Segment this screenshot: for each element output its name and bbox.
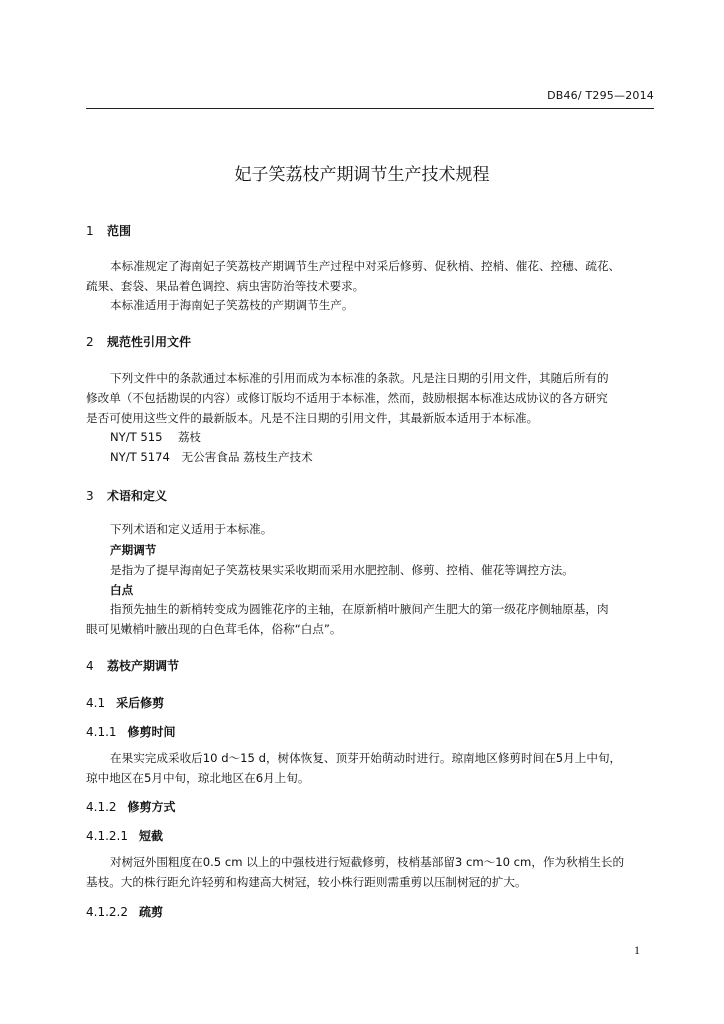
section-1-paragraph-2: 本标准适用于海南妃子笑荔枝的产期调节生产。: [110, 298, 354, 312]
section-number: 4.1: [86, 696, 106, 710]
section-title: 疏剪: [138, 905, 163, 919]
section-3-intro: 下列术语和定义适用于本标准。: [110, 522, 273, 536]
section-title: 术语和定义: [107, 489, 168, 503]
section-4-1-1-heading: [86, 723, 176, 740]
section-4-1-2-1-paragraph: [86, 852, 656, 892]
section-1-heading: [86, 222, 131, 239]
term-1: 产期调节: [110, 543, 157, 557]
text-line: 眼可见嫩梢叶腋出现的白色茸毛体，俗称“白点”。: [86, 622, 342, 636]
text-line: 本标准规定了海南妃子笑荔枝产期调节生产过程中对采后修剪、促秋梢、控梢、催花、控穗、疏花、: [110, 259, 621, 273]
standard-code: DB46/ T295—2014: [547, 89, 654, 102]
text-line: 指预先抽生的新梢转变成为圆锥花序的主轴，在原新梢叶腋间产生肥大的第一级花序侧轴原基，肉: [110, 602, 609, 616]
section-4-1-1-paragraph: [86, 748, 656, 788]
section-4-1-2-1-heading: [86, 827, 163, 844]
text-line: 是否可使用这些文件的最新版本。凡是不注日期的引用文件，其最新版本适用于本标准。: [86, 411, 539, 425]
text-line: 疏果、套袋、果品着色调控、病虫害防治等技术要求。: [86, 279, 365, 293]
section-number: 4.1.1: [86, 725, 117, 739]
text-line: 对树冠外围粗度在0.5 cm 以上的中强枝进行短截修剪，枝梢基部留3 cm～10 cm，作为秋梢生长的: [110, 855, 625, 869]
section-title: 采后修剪: [116, 696, 165, 710]
section-2-heading: [86, 333, 191, 350]
section-4-heading: [86, 657, 179, 674]
section-4-1-2-2-heading: [86, 903, 163, 920]
section-1-paragraph-1: [86, 256, 656, 296]
text-line: 琼中地区在5月中旬，琼北地区在6月上旬。: [86, 771, 310, 785]
section-number: 4.1.2.2: [86, 905, 128, 919]
section-title: 规范性引用文件: [107, 335, 192, 349]
definition-2: [86, 599, 656, 639]
text-line: 在果实完成采收后10 d～15 d，树体恢复、顶芽开始萌动时进行。琼南地区修剪时间在5月上中旬，: [110, 751, 622, 765]
section-4-1-heading: [86, 694, 164, 711]
section-title: 范围: [107, 224, 132, 238]
section-2-paragraph: [86, 368, 656, 428]
section-number: 4.1.2: [86, 800, 117, 814]
section-3-heading: [86, 487, 167, 504]
section-number: 1: [86, 224, 94, 238]
text-line: 修改单（不包括勘误的内容）或修订版均不适用于本标准，然而，鼓励根据本标准达成协议的各方研究: [86, 391, 608, 405]
section-4-1-2-heading: [86, 798, 176, 815]
section-title: 修剪时间: [127, 725, 176, 739]
section-title: 荔枝产期调节: [107, 659, 180, 673]
definition-1: 是指为了提早海南妃子笑荔枝果实采收期而采用水肥控制、修剪、控梢、催花等调控方法。: [110, 563, 574, 577]
section-number: 4.1.2.1: [86, 829, 128, 843]
reference-2: NY/T 5174 无公害食品 荔枝生产技术: [110, 450, 313, 464]
header-rule: [86, 108, 654, 109]
section-number: 4: [86, 659, 94, 673]
text-line: 基枝。大的株行距允许轻剪和构建高大树冠，较小株行距则需重剪以压制树冠的扩大。: [86, 875, 527, 889]
document-title: 妃子笑荔枝产期调节生产技术规程: [234, 165, 490, 185]
section-title: 修剪方式: [127, 800, 176, 814]
term-2: 白点: [110, 583, 134, 597]
section-number: 2: [86, 335, 94, 349]
text-line: 下列文件中的条款通过本标准的引用而成为本标准的条款。凡是注日期的引用文件，其随后所有的: [110, 371, 609, 385]
section-number: 3: [86, 489, 94, 503]
section-title: 短截: [138, 829, 163, 843]
page-number: 1: [634, 943, 640, 957]
reference-1: NY/T 515 荔枝: [110, 430, 202, 444]
